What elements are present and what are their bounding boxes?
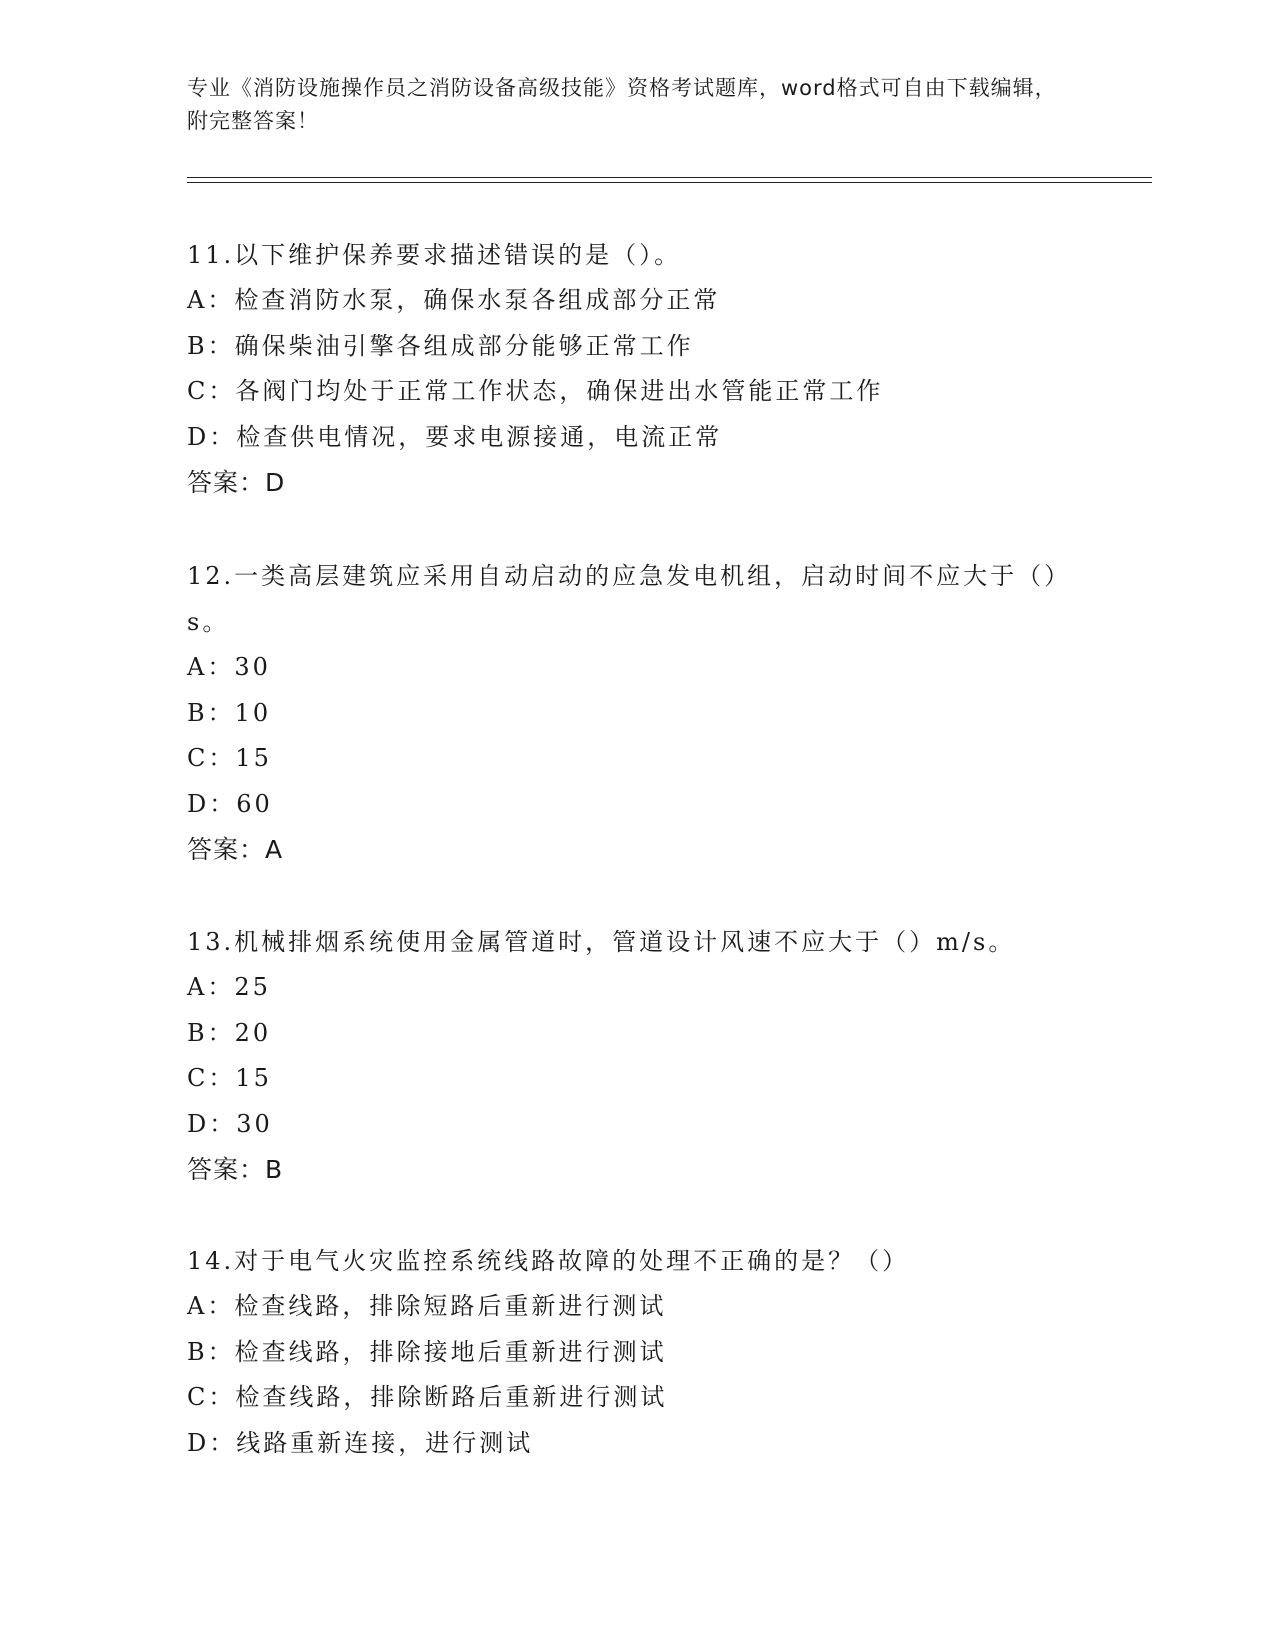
document-intro: 专业《消防设施操作员之消防设备高级技能》资格考试题库，word格式可自由下载编辑，附完整答案！ (187, 76, 1057, 133)
option-d: D：60 (187, 789, 273, 818)
question-13 (187, 919, 1087, 1192)
option-c: C：检查线路，排除断路后重新进行测试 (187, 1383, 668, 1411)
question-11 (187, 232, 1087, 505)
question-12 (187, 553, 1087, 872)
option-b: B：10 (187, 698, 272, 727)
header-divider-top (187, 177, 1152, 178)
answer-line: 答案：D (187, 468, 286, 497)
option-d: D：30 (187, 1109, 273, 1138)
option-c: C：15 (187, 744, 272, 772)
option-a: A：25 (187, 973, 271, 1001)
question-stem: 13.机械排烟系统使用金属管道时，管道设计风速不应大于（）m/s。 (187, 928, 1016, 956)
option-a: A：检查消防水泵，确保水泵各组成部分正常 (187, 286, 721, 314)
option-d: D：检查供电情况，要求电源接通，电流正常 (187, 422, 723, 451)
answer-line: 答案：B (187, 1155, 284, 1184)
option-b: B：检查线路，排除接地后重新进行测试 (187, 1337, 667, 1366)
option-a: A：30 (187, 653, 271, 681)
answer-line: 答案：A (187, 835, 284, 864)
question-stem: 11.以下维护保养要求描述错误的是（）。 (187, 241, 682, 269)
option-d: D：线路重新连接，进行测试 (187, 1428, 534, 1457)
question-14 (187, 1238, 1087, 1466)
question-stem: 12.一类高层建筑应采用自动启动的应急发电机组，启动时间不应大于（）s。 (187, 562, 1072, 636)
question-stem: 14.对于电气火灾监控系统线路故障的处理不正确的是？（） (187, 1247, 910, 1275)
option-b: B：确保柴油引擎各组成部分能够正常工作 (187, 331, 694, 360)
option-c: C：15 (187, 1064, 272, 1092)
option-c: C：各阀门均处于正常工作状态，确保进出水管能正常工作 (187, 377, 884, 405)
option-b: B：20 (187, 1018, 272, 1047)
header-divider-bottom (187, 182, 1152, 183)
option-a: A：检查线路，排除短路后重新进行测试 (187, 1292, 667, 1320)
